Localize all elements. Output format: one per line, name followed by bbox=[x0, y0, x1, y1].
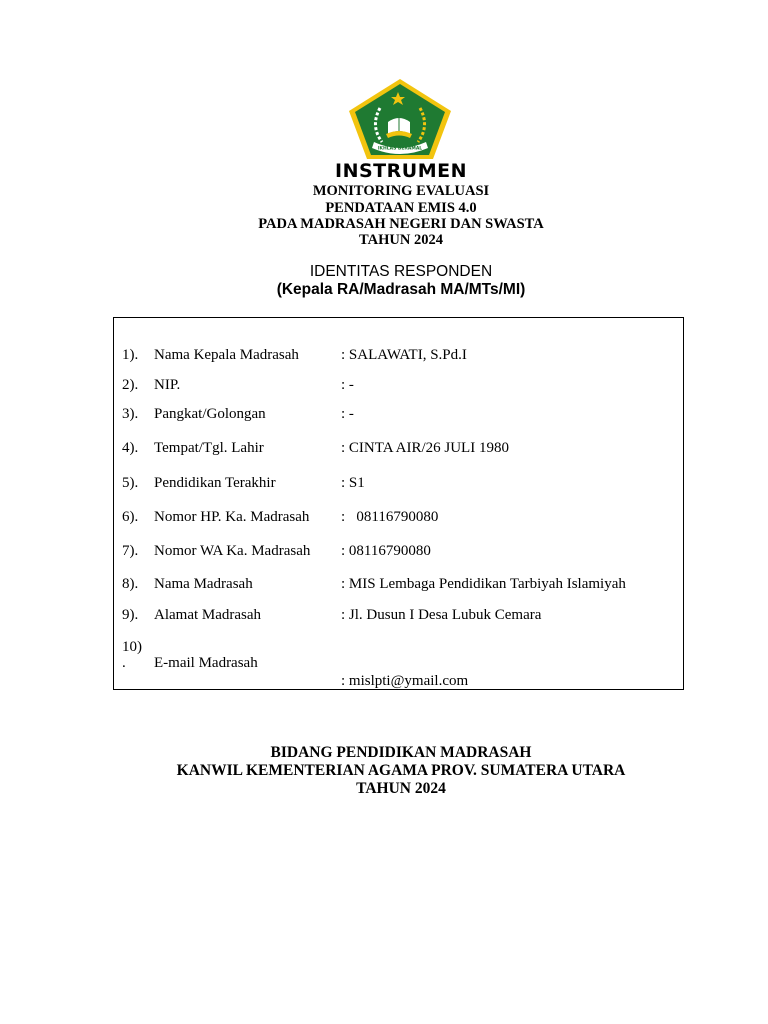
row-label: Tempat/Tgl. Lahir bbox=[154, 440, 264, 456]
form-row bbox=[114, 440, 685, 460]
row-number: 9). bbox=[122, 607, 139, 623]
row-value: : S1 bbox=[341, 475, 365, 491]
row-number: 4). bbox=[122, 440, 139, 456]
row-label: Pangkat/Golongan bbox=[154, 406, 266, 422]
row-number: 5). bbox=[122, 475, 139, 491]
row-label: Pendidikan Terakhir bbox=[154, 475, 276, 491]
row-label: Nama Kepala Madrasah bbox=[154, 347, 299, 363]
footer-line-1: BIDANG PENDIDIKAN MADRASAH bbox=[270, 744, 532, 761]
document-title: INSTRUMEN bbox=[335, 160, 467, 182]
row-number: 7). bbox=[122, 543, 139, 559]
row-label: Nama Madrasah bbox=[154, 576, 253, 592]
form-row bbox=[114, 607, 685, 627]
form-row bbox=[114, 377, 685, 397]
row-value: : CINTA AIR/26 JULI 1980 bbox=[341, 440, 509, 456]
row-value: : - bbox=[341, 406, 354, 422]
svg-text:IKHLAS BERAMAL: IKHLAS BERAMAL bbox=[377, 146, 423, 152]
respondent-identity-box bbox=[113, 317, 684, 690]
row-number: 8). bbox=[122, 576, 139, 592]
row-value: : Jl. Dusun I Desa Lubuk Cemara bbox=[341, 607, 542, 623]
respondent-subheading: (Kepala RA/Madrasah MA/MTs/MI) bbox=[276, 281, 526, 298]
row-label: NIP. bbox=[154, 377, 181, 393]
footer-line-3: TAHUN 2024 bbox=[356, 780, 446, 797]
form-row bbox=[114, 543, 685, 563]
form-row bbox=[114, 347, 685, 367]
form-row bbox=[114, 475, 685, 495]
row-label: E-mail Madrasah bbox=[154, 655, 258, 671]
form-row bbox=[114, 576, 685, 596]
row-number: 6). bbox=[122, 509, 139, 525]
row-value: : 08116790080 bbox=[341, 509, 439, 525]
kemenag-logo-icon bbox=[348, 78, 452, 160]
subtitle-line-3: PADA MADRASAH NEGERI DAN SWASTA bbox=[258, 216, 544, 232]
row-number: 1). bbox=[122, 347, 139, 363]
row-label: Nomor WA Ka. Madrasah bbox=[154, 543, 311, 559]
row-value: : MIS Lembaga Pendidikan Tarbiyah Islamiyah bbox=[341, 576, 626, 592]
row-value: : 08116790080 bbox=[341, 543, 431, 559]
respondent-heading: IDENTITAS RESPONDEN bbox=[309, 263, 493, 280]
footer-line-2: KANWIL KEMENTERIAN AGAMA PROV. SUMATERA UTARA bbox=[176, 762, 626, 779]
subtitle-line-1: MONITORING EVALUASI bbox=[312, 183, 490, 199]
row-label: Nomor HP. Ka. Madrasah bbox=[154, 509, 310, 525]
subtitle-line-4: TAHUN 2024 bbox=[359, 232, 443, 248]
subtitle-line-2: PENDATAAN EMIS 4.0 bbox=[325, 200, 477, 216]
row-value: : - bbox=[341, 377, 354, 393]
row-number-suffix: . bbox=[122, 655, 126, 671]
form-row-value bbox=[114, 673, 685, 693]
row-number: 2). bbox=[122, 377, 139, 393]
row-label: Alamat Madrasah bbox=[154, 607, 262, 623]
row-number: 10) bbox=[122, 639, 142, 655]
row-value: : mislpti@ymail.com bbox=[341, 673, 469, 689]
form-row bbox=[114, 406, 685, 426]
form-row bbox=[114, 509, 685, 529]
row-number: 3). bbox=[122, 406, 139, 422]
form-row bbox=[114, 655, 685, 675]
row-value: : SALAWATI, S.Pd.I bbox=[341, 347, 467, 363]
